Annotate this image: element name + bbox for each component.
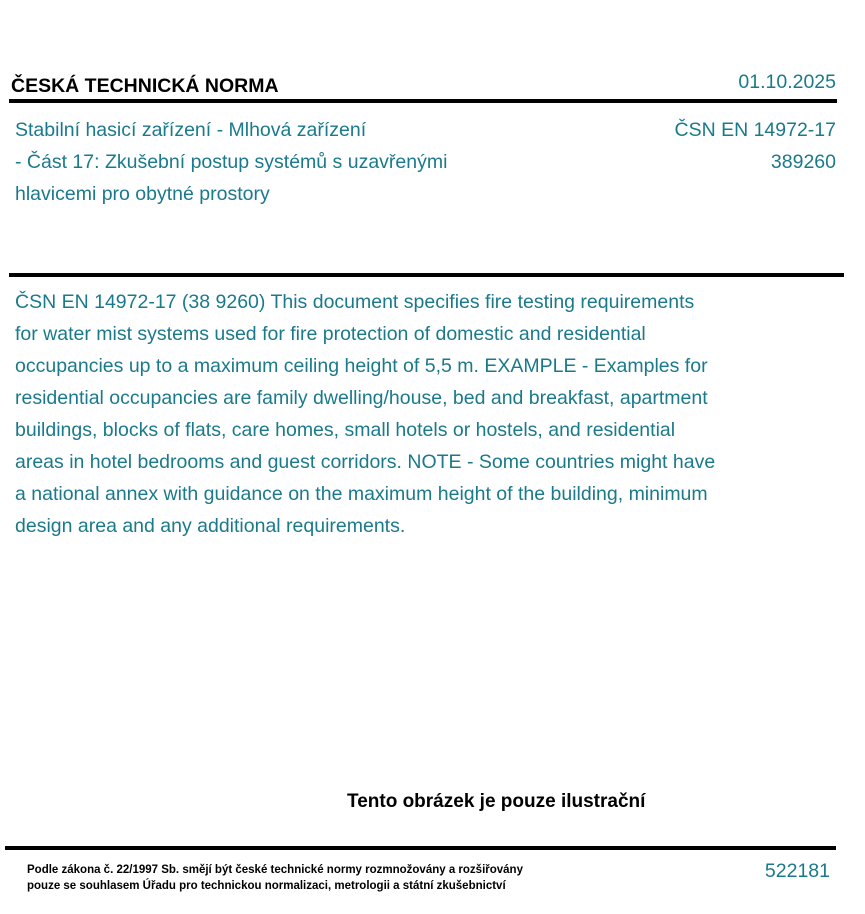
standard-identifiers	[674, 114, 836, 178]
footer-divider	[5, 846, 836, 850]
standard-code: ČSN EN 14972-17	[674, 119, 836, 141]
standard-title	[15, 114, 515, 210]
abstract-line: buildings, blocks of flats, care homes, small hotels or hostels, and residential	[15, 419, 676, 441]
legal-notice-line: Podle zákona č. 22/1997 Sb. smějí být české technické normy rozmnožovány a rozšiřovány	[27, 864, 523, 876]
section-divider	[9, 273, 844, 277]
abstract-line: design area and any additional requirements.	[15, 515, 406, 537]
document-id: 522181	[764, 860, 830, 882]
class-number: 389260	[770, 151, 836, 173]
abstract-line: areas in hotel bedrooms and guest corridors. NOTE - Some countries might have	[15, 451, 716, 473]
standard-title-line: - Část 17: Zkušební postup systémů s uzavřenými	[15, 151, 448, 173]
illustration-note: Tento obrázek je pouze ilustrační	[347, 791, 646, 812]
abstract-line: residential occupancies are family dwelling/house, bed and breakfast, apartment	[15, 387, 708, 409]
page-title: ČESKÁ TECHNICKÁ NORMA	[11, 75, 279, 97]
abstract-line: ČSN EN 14972-17 (38 9260) This document specifies fire testing requirements	[15, 291, 695, 313]
standard-title-line: Stabilní hasicí zařízení - Mlhová zařízení	[15, 119, 367, 141]
abstract-line: occupancies up to a maximum ceiling height of 5,5 m. EXAMPLE - Examples for	[15, 355, 708, 377]
standard-title-line: hlavicemi pro obytné prostory	[15, 183, 270, 205]
abstract-line: a national annex with guidance on the maximum height of the building, minimum	[15, 483, 708, 505]
header-divider	[9, 99, 837, 103]
legal-notice-line: pouze se souhlasem Úřadu pro technickou normalizaci, metrologii a státní zkušebnictví	[27, 880, 506, 892]
legal-notice	[27, 862, 523, 894]
abstract-text	[15, 286, 805, 542]
publication-date: 01.10.2025	[738, 71, 836, 93]
abstract-line: for water mist systems used for fire protection of domestic and residential	[15, 323, 646, 345]
